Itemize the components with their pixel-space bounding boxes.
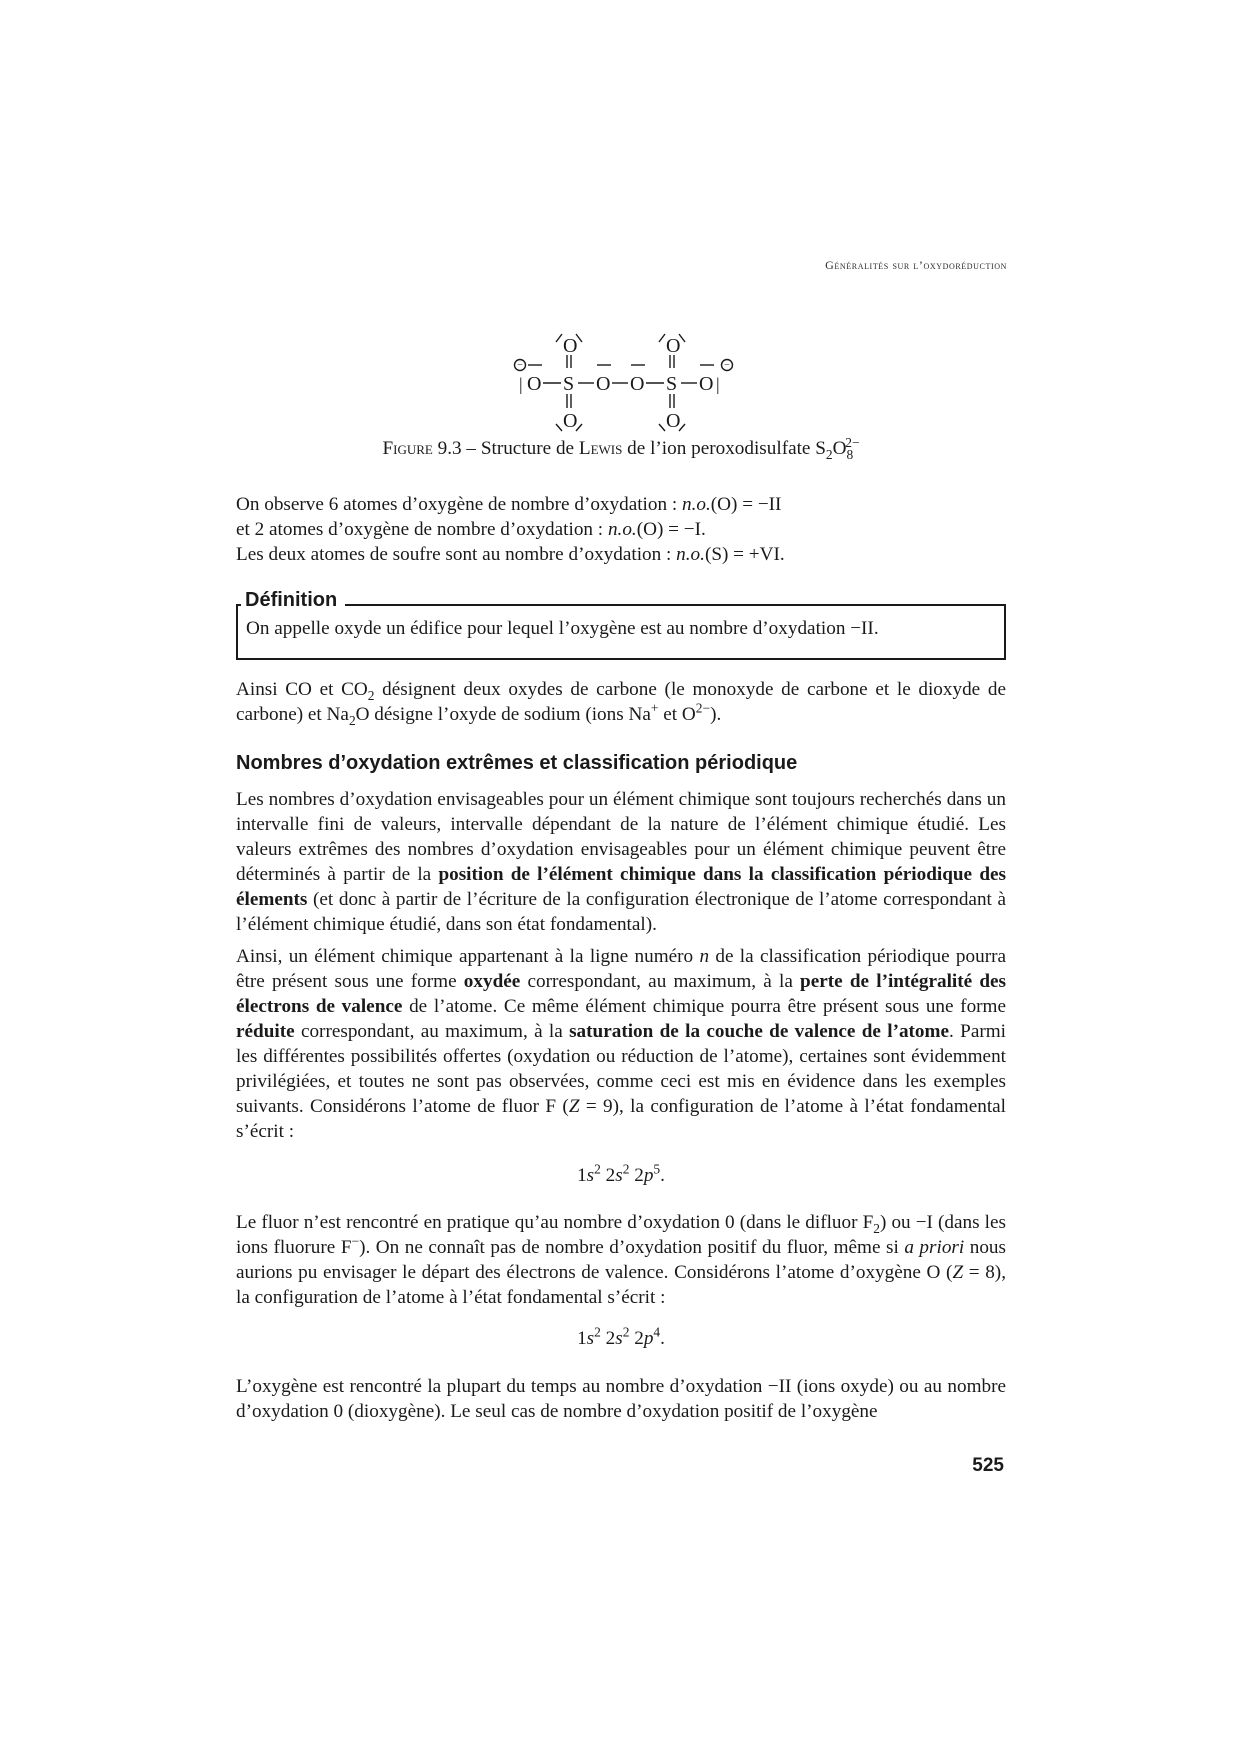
paragraph-2: Ainsi, un élément chimique appartenant à la ligne numéro n de la classification périodique pourra être présent sous une forme oxydée correspondant, au maximum, à la perte de l’intégralité des électrons de valence de l’atome. Ce même élément chimique pourra être présent sous une forme réduite correspondant, au maximum, à la saturation de la couche de valence de l’atome. Parmi les différentes possibilités offertes (oxydation ou réduction de l’atome), certaines sont évidemment privilégiées, et toutes ne sont pas observées, comme ceci est mis en évidence dans les exemples suivants. Considérons l’atome de fluor F (Z = 9), la configuration de l’atome à l’état fondamental s’écrit : — [236, 946, 1007, 1142]
figure-label: Figure 9.3 — [382, 438, 462, 459]
atom-o-top-right: O — [666, 335, 681, 357]
lone-pair-bar-right: | — [716, 374, 720, 394]
lone-pair-bar-left: | — [519, 374, 523, 394]
formula-oxygene: $1s^2$ $2s^2$ $2p^4$. — [577, 1324, 665, 1349]
atom-o-top-left: O — [563, 335, 578, 357]
definition-body: On appelle oxyde un édifice pour lequel l’oxygène est au nombre d’oxydation −II. — [246, 618, 879, 639]
atom-o-bottom-left: O — [563, 410, 578, 432]
atom-o-bridge-left: O — [596, 373, 611, 395]
caption-sup-charge: 2− — [845, 434, 860, 450]
atom-o-terminal-right: O — [699, 373, 714, 395]
formula-fluor: $1s^2$ $2s^2$ $2p^5$. — [577, 1161, 665, 1186]
definition-title: Définition — [241, 587, 345, 613]
caption-dash: – Structure de — [461, 438, 579, 459]
oxydes-paragraph: Ainsi CO et $CO_2$ désignent deux oxydes de carbone (le monoxyde de carbone et le dioxyde de carbone) et $Na_2O$ désigne l’oxyde de sodium (ions Na+ et $O^{2-}$). — [236, 679, 1006, 728]
page-number: 525 — [972, 1455, 1004, 1476]
lewis-structure-figure — [500, 330, 740, 434]
caption-sub-2: 2 — [825, 446, 833, 462]
caption-rest: de l’ion peroxodisulfate S — [622, 438, 826, 459]
caption-sub-8: 8 — [846, 446, 854, 462]
atom-o-bridge-right: O — [630, 373, 645, 395]
atom-o-bottom-right: O — [666, 410, 681, 432]
figure-caption — [236, 434, 1006, 462]
caption-lewis: Lewis — [578, 438, 623, 459]
obs-line-1: On observe 6 atomes d’oxygène de nombre d’oxydation : n.o.(O) = −II — [236, 494, 782, 515]
section-title: Nombres d’oxydation extrêmes et classification périodique — [236, 752, 798, 774]
paragraph-1: Les nombres d’oxydation envisageables pour un élément chimique sont toujours recherchés dans un intervalle fini de valeurs, intervalle dépendant de la nature de l’élément chimique étudié. Les valeurs extrêmes des nombres d’oxydation envisageables pour un élément chimique peuvent être déterminés à partir de la position de l’élément chimique dans la classification périodique des élements (et donc à partir de l’écriture de la configuration électronique de l’atome correspondant à l’élément chimique étudié, dans son état fondamental). — [236, 789, 1006, 935]
paragraph-4: L’oxygène est rencontré la plupart du temps au nombre d’oxydation −II (ions oxyde) ou au nombre d’oxydation 0 (dioxygène). Le seul cas de nombre d’oxydation positif de l’oxygène — [236, 1376, 1006, 1422]
caption-o: O — [832, 438, 847, 459]
observation-block — [236, 492, 1006, 567]
obs-line-2: et 2 atomes d’oxygène de nombre d’oxydation : n.o.(O) = −I. — [236, 519, 706, 540]
obs-line-3: Les deux atomes de soufre sont au nombre d’oxydation : n.o.(S) = +VI. — [236, 544, 785, 565]
formal-charge-left: − — [517, 360, 523, 371]
atom-s-left: S — [563, 373, 575, 395]
running-header: Généralités sur l’oxydoréduction — [825, 258, 1007, 272]
paragraph-3: Le fluor n’est rencontré en pratique qu’au nombre d’oxydation 0 (dans le difluor $F_2$) ou −I (dans les ions fluorure F−). On ne connaît pas de nombre d’oxydation positif du fluor, même si a priori nous aurions pu envisager le départ des électrons de valence. Considérons l’atome d’oxygène O (Z = 8), la configuration de l’atome à l’état fondamental s’écrit : — [236, 1212, 1006, 1308]
atom-s-right: S — [666, 373, 678, 395]
atom-o-terminal-left: O — [527, 373, 542, 395]
formal-charge-right: − — [724, 360, 730, 371]
